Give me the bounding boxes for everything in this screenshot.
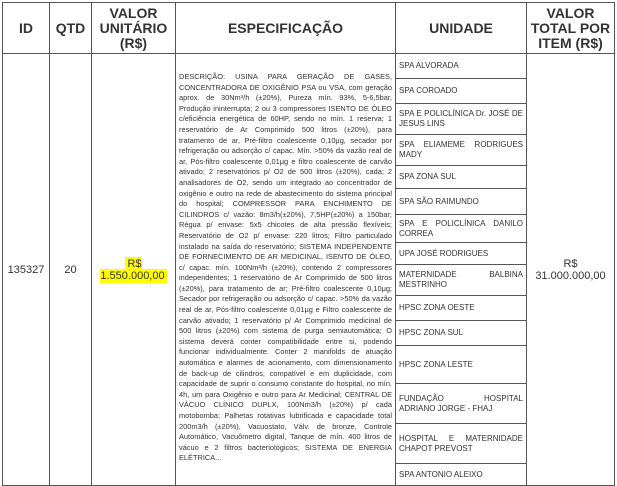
unit-item: FUNDAÇÃO HOSPITAL ADRIANO JORGE - FHAJ [396, 384, 526, 424]
cell-unidade [396, 54, 527, 486]
specification-table [2, 2, 615, 486]
header-unidade: UNIDADE [396, 3, 527, 54]
cell-especificacao [176, 54, 396, 486]
header-valor-unitario [92, 3, 176, 54]
cell-valor-total: R$ 31.000.000,00 [527, 54, 615, 486]
unit-item: SPA ZONA SUL [396, 166, 526, 189]
unit-item: SPA ALVORADA [396, 54, 526, 79]
unit-item: HPSC ZONA OESTE [396, 296, 526, 321]
header-valor-total-line: TOTAL POR [530, 19, 611, 36]
header-especificacao: ESPECIFICAÇÃO [176, 3, 396, 54]
header-valor-unitario-line: VALOR [109, 4, 158, 21]
unit-item: MATERNIDADE BALBINA MESTRINHO [396, 265, 526, 296]
unit-item: UPA JOSÉ RODRIGUES [396, 243, 526, 265]
cell-valor-unitario [92, 54, 176, 486]
header-valor-total [527, 3, 615, 54]
specification-text: DESCRIÇÃO: USINA PARA GERAÇÃO DE GASES, CONCENTRADORA DE OXIGÊNIO PSA ou VSA, com geração aprox. de 30Nm³/h (±20%), Pureza mín. 93%, 5-6,5bar, Produção ininterrupta; 2 ou 3 compressores ISENTO DE ÓLEO c/eficiência energética de 60HP, sendo no mín. 1 reserva; 1 reservatório de Ar Comprimido 500 litros (±20%), para tratamento de ar, Pré-filtro coalescente 0,10μg, secador por refrigeração ou adsorção c/ capac. Mín. >50% da vazão real de ar, Pós-filtro coalescente 0,01μg e filtro coalescente de carvão ativado; 2 reservatórios p/ O2 de 500 litros (±20%), cada; 2 analisadores de O2, sendo um integrado ao concentrador de oxigênio e outro na rede de abastecimento do sistema principal do hospital; COMPRESSOR PARA ENCHIMENTO DE CILINDROS c/ vazão: 8m3/h(±20%), 7,5HP(±20%) a 150bar; Régua p/ envase: 5x5 chicotes de alta pressão flexíveis; Reservatório de O2 p/ envase: 220 litros; Filtro particulado instalado na saída do reservatório; SISTEMA INDEPENDENTE DE FORNECIMENTO DE AR MEDICINAL, ISENTO DE ÓLEO, c/ capac. mín. 100Nm³/h (±20%), contendo 2 compressores independentes; 1 reservatório de Ar Comprimido de 500 litros (±20%), para tratamento de ar; Pré-filtro coalescente 0,10μg; Secador por refrigeração ou adsorção c/ capac. >50% da vazão real de ar, Pós-filtro coalescente 0,01μg e Filtro coalescente de carvão ativado; 1 reservatório p/ Ar Comprimido medicinal de 500 litros (±20%) com sistema de purga semiautomática; O sistema deverá conter compatibilidade entre si, podendo funcionar individualmente. Conter 2 manifolds de atuação automática e alarmes de acionamento, com dimensionamento de back-up de cilindros, compatível e em duplicidade, com capacidade de suprir o consumo constante do hospital, no mín. 4h, um para Oxigênio e outro para Ar Medicinal; CENTRAL DE VÁCUO CLÍNICO DUPLX, 100Nm3/h (±20%) p/ cada motobomba; Palhetas rotativas lubrificada e capacidade total 200m3/h (±20%), Vacuostato, Válv. de bronze, Controle Automático, Vacuômetro digital, Tanque de mín. 400 litros de vácuo e 2 filtros bacteriológicos; SISTEMA DE ENERGIA ELÉTRICA... [179, 72, 392, 463]
unit-item: SPA ELIAMEME RODRIGUES MADY [396, 135, 526, 166]
unit-item: HPSC ZONA LESTE [396, 346, 526, 384]
table-header-row [3, 3, 615, 54]
highlighted-unit-price: R$ 1.550.000,00 [100, 257, 165, 282]
header-qtd: QTD [50, 3, 92, 54]
cell-qtd: 20 [50, 54, 92, 486]
table-row [3, 54, 615, 486]
unit-item: SPA SÃO RAIMUNDO [396, 189, 526, 215]
cell-id: 135327 [3, 54, 50, 486]
header-valor-total-line: VALOR [546, 4, 595, 21]
unit-item: SPA E POLICLÍNICA DANILO CORREA [396, 215, 526, 243]
header-valor-unitario-line: UNITÁRIO [99, 19, 168, 36]
unit-item: HOSPITAL E MATERNIDADE CHAPOT PREVOST [396, 424, 526, 464]
unit-item: SPA ANTONIO ALEIXO [399, 469, 483, 479]
header-id: ID [3, 3, 50, 54]
header-valor-unitario-line: (R$) [119, 34, 148, 51]
header-valor-total-line: ITEM (R$) [538, 34, 603, 51]
unit-item: SPA COROADO [396, 79, 526, 104]
unit-item: SPA E POLICLÍNICA Dr. JOSÉ DE JESUS LINS [396, 104, 526, 135]
unit-item: HPSC ZONA SUL [396, 321, 526, 346]
unit-list [396, 54, 526, 485]
